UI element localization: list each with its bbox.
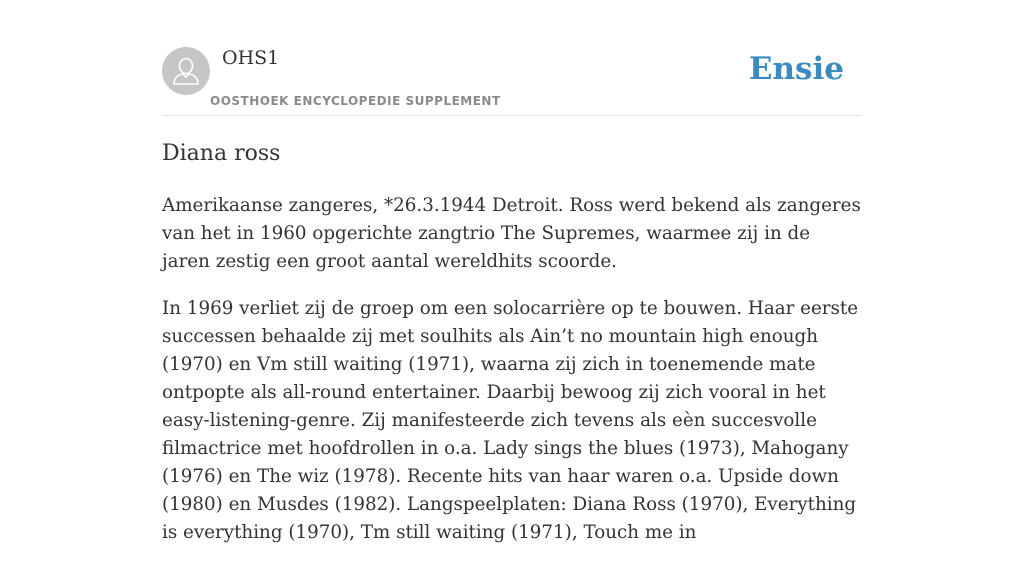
- author-avatar[interactable]: [162, 47, 210, 95]
- page: [162, 0, 862, 543]
- article-paragraph: In 1969 verliet zij de groep om een solocarrière op te bouwen. Haar eerste successen behaalde zij met soulhits als Ain’t no mountain high enough (1970) en Vm still waiting (1971), waarna zij zich in toenemende mate ontpopte als all-round entertainer. Daarbij bewoog zij zich vooral in het easy-listening-genre. Zij manifesteerde zich tevens als eèn succesvolle filmactrice met hoofdrollen in o.a. Lady sings the blues (1973), Mahogany (1976) en The wiz (1978). Recente hits van haar waren o.a. Upside down (1980) en Musdes (1982). Langspeelplaten: Diana Ross (1970), Everything is everything (1970), Tm still waiting (1971), Touch me in: [162, 298, 859, 543]
- author-name[interactable]: OHS1: [222, 47, 280, 69]
- ensie-logo[interactable]: Ensie: [748, 51, 844, 87]
- header-divider: [162, 115, 862, 116]
- article-paragraph: Amerikaanse zangeres, *26.3.1944 Detroit. Ross werd bekend als zangeres van het in 1960 opgerichte zangtrio The Supremes, waarmee zij in de jaren zestig een groot aantal wereldhits scoorde.: [162, 195, 861, 272]
- user-silhouette-icon: [162, 47, 210, 95]
- source-label[interactable]: OOSTHOEK ENCYCLOPEDIE SUPPLEMENT: [210, 94, 501, 108]
- article-body: [162, 192, 862, 566]
- article-title: Diana ross: [162, 141, 281, 166]
